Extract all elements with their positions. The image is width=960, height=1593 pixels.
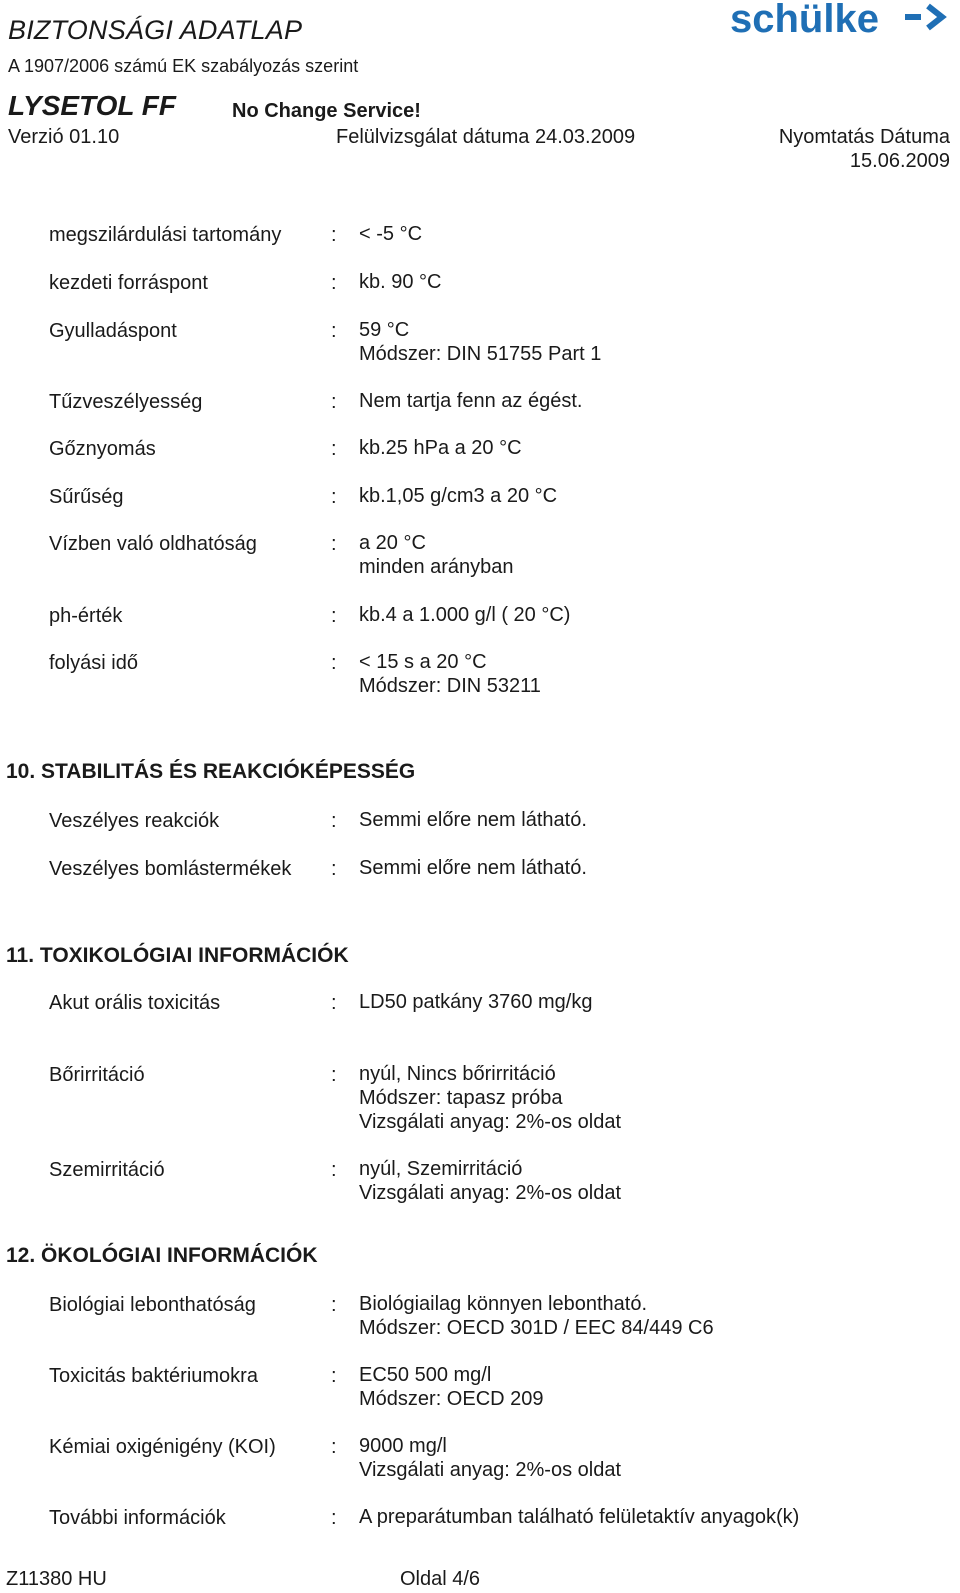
section-11-heading: 11. TOXIKOLÓGIAI INFORMÁCIÓK bbox=[6, 944, 349, 967]
skin-irritation-value: nyúl, Nincs bőrirritáció bbox=[359, 1063, 556, 1085]
prop-label: Gyulladáspont bbox=[49, 320, 177, 342]
decomposition-value: Semmi előre nem látható. bbox=[359, 857, 587, 879]
prop-value: < -5 °C bbox=[359, 223, 423, 245]
regulation-line: A 1907/2006 számú EK szabályozás szerint bbox=[8, 56, 359, 76]
decomposition-label: Veszélyes bomlástermékek bbox=[49, 858, 292, 880]
print-date-label: Nyomtatás Dátuma bbox=[778, 126, 950, 148]
prop-value: 59 °C bbox=[359, 319, 410, 341]
prop-label: Vízben való oldhatóság bbox=[49, 533, 257, 555]
prop-value: kb. 90 °C bbox=[359, 271, 442, 293]
further-info-value: A preparátumban található felületaktív anyagok(k) bbox=[359, 1506, 800, 1528]
colon: : bbox=[331, 810, 337, 832]
reaction-value: Semmi előre nem látható. bbox=[359, 809, 587, 831]
colon: : bbox=[331, 1436, 337, 1458]
prop-label: megszilárdulási tartomány bbox=[49, 224, 282, 246]
colon: : bbox=[331, 486, 337, 508]
no-change-notice: No Change Service! bbox=[232, 100, 421, 122]
oral-toxicity-label: Akut orális toxicitás bbox=[49, 992, 221, 1014]
print-date: 15.06.2009 bbox=[849, 150, 950, 172]
prop-value: kb.1,05 g/cm3 a 20 °C bbox=[359, 485, 558, 507]
eye-irritation-value: nyúl, Szemirritáció bbox=[359, 1158, 523, 1180]
colon: : bbox=[331, 858, 337, 880]
section-10-heading: 10. STABILITÁS ÉS REAKCIÓKÉPESSÉG bbox=[6, 760, 416, 783]
page-number: Oldal 4/6 bbox=[400, 1568, 481, 1590]
colon: : bbox=[331, 224, 337, 246]
prop-label: kezdeti forráspont bbox=[49, 272, 208, 294]
footer-code: Z11380 HU bbox=[6, 1568, 107, 1590]
prop-label: folyási idő bbox=[49, 652, 138, 674]
prop-label: Tűzveszélyesség bbox=[49, 391, 203, 413]
prop-label: ph-érték bbox=[49, 605, 123, 627]
colon: : bbox=[331, 652, 337, 674]
prop-value-method: Módszer: DIN 51755 Part 1 bbox=[359, 343, 602, 365]
skin-irritation-label: Bőrirritáció bbox=[49, 1064, 145, 1086]
biodegradability-value: Biológiailag könnyen lebontható. bbox=[359, 1293, 647, 1315]
colon: : bbox=[331, 992, 337, 1014]
colon: : bbox=[331, 1507, 337, 1529]
product-name: LYSETOL FF bbox=[8, 90, 177, 121]
schulke-logo bbox=[730, 0, 948, 51]
prop-value: Nem tartja fenn az égést. bbox=[359, 390, 583, 412]
colon: : bbox=[331, 533, 337, 555]
prop-value: < 15 s a 20 °C bbox=[359, 651, 487, 673]
version-label: Verzió 01.10 bbox=[8, 126, 120, 148]
colon: : bbox=[331, 605, 337, 627]
further-info-label: További információk bbox=[49, 1507, 226, 1529]
prop-value: a 20 °C bbox=[359, 532, 426, 554]
eye-irritation-label: Szemirritáció bbox=[49, 1159, 165, 1181]
skin-irritation-method: Módszer: tapasz próba bbox=[359, 1087, 563, 1109]
prop-label: Gőznyomás bbox=[49, 438, 156, 460]
biodegradability-label: Biológiai lebonthatóság bbox=[49, 1294, 256, 1316]
oral-toxicity-value: LD50 patkány 3760 mg/kg bbox=[359, 991, 593, 1013]
prop-value: kb.4 a 1.000 g/l ( 20 °C) bbox=[359, 604, 571, 626]
cod-value: 9000 mg/l bbox=[359, 1435, 447, 1457]
colon: : bbox=[331, 320, 337, 342]
cod-label: Kémiai oxigénigény (KOI) bbox=[49, 1436, 276, 1458]
colon: : bbox=[331, 1159, 337, 1181]
colon: : bbox=[331, 1064, 337, 1086]
prop-label: Sűrűség bbox=[49, 486, 124, 508]
prop-value-extra: minden arányban bbox=[359, 556, 514, 578]
skin-irritation-material: Vizsgálati anyag: 2%-os oldat bbox=[359, 1111, 622, 1133]
bacteria-toxicity-label: Toxicitás baktériumokra bbox=[49, 1365, 258, 1387]
colon: : bbox=[331, 272, 337, 294]
document-title: BIZTONSÁGI ADATLAP bbox=[8, 15, 303, 45]
section-12-heading: 12. ÖKOLÓGIAI INFORMÁCIÓK bbox=[6, 1244, 318, 1267]
colon: : bbox=[331, 438, 337, 460]
svg-text:schülke: schülke bbox=[730, 0, 879, 41]
revision-date: Felülvizsgálat dátuma 24.03.2009 bbox=[336, 126, 636, 148]
colon: : bbox=[331, 1365, 337, 1387]
reaction-label: Veszélyes reakciók bbox=[49, 810, 220, 832]
colon: : bbox=[331, 1294, 337, 1316]
prop-value: kb.25 hPa a 20 °C bbox=[359, 437, 522, 459]
eye-irritation-material: Vizsgálati anyag: 2%-os oldat bbox=[359, 1182, 622, 1204]
prop-value-method: Módszer: DIN 53211 bbox=[359, 675, 541, 697]
bacteria-toxicity-method: Módszer: OECD 209 bbox=[359, 1388, 544, 1410]
bacteria-toxicity-value: EC50 500 mg/l bbox=[359, 1364, 492, 1386]
colon: : bbox=[331, 391, 337, 413]
cod-material: Vizsgálati anyag: 2%-os oldat bbox=[359, 1459, 622, 1481]
biodegradability-method: Módszer: OECD 301D / EEC 84/449 C6 bbox=[359, 1317, 714, 1339]
